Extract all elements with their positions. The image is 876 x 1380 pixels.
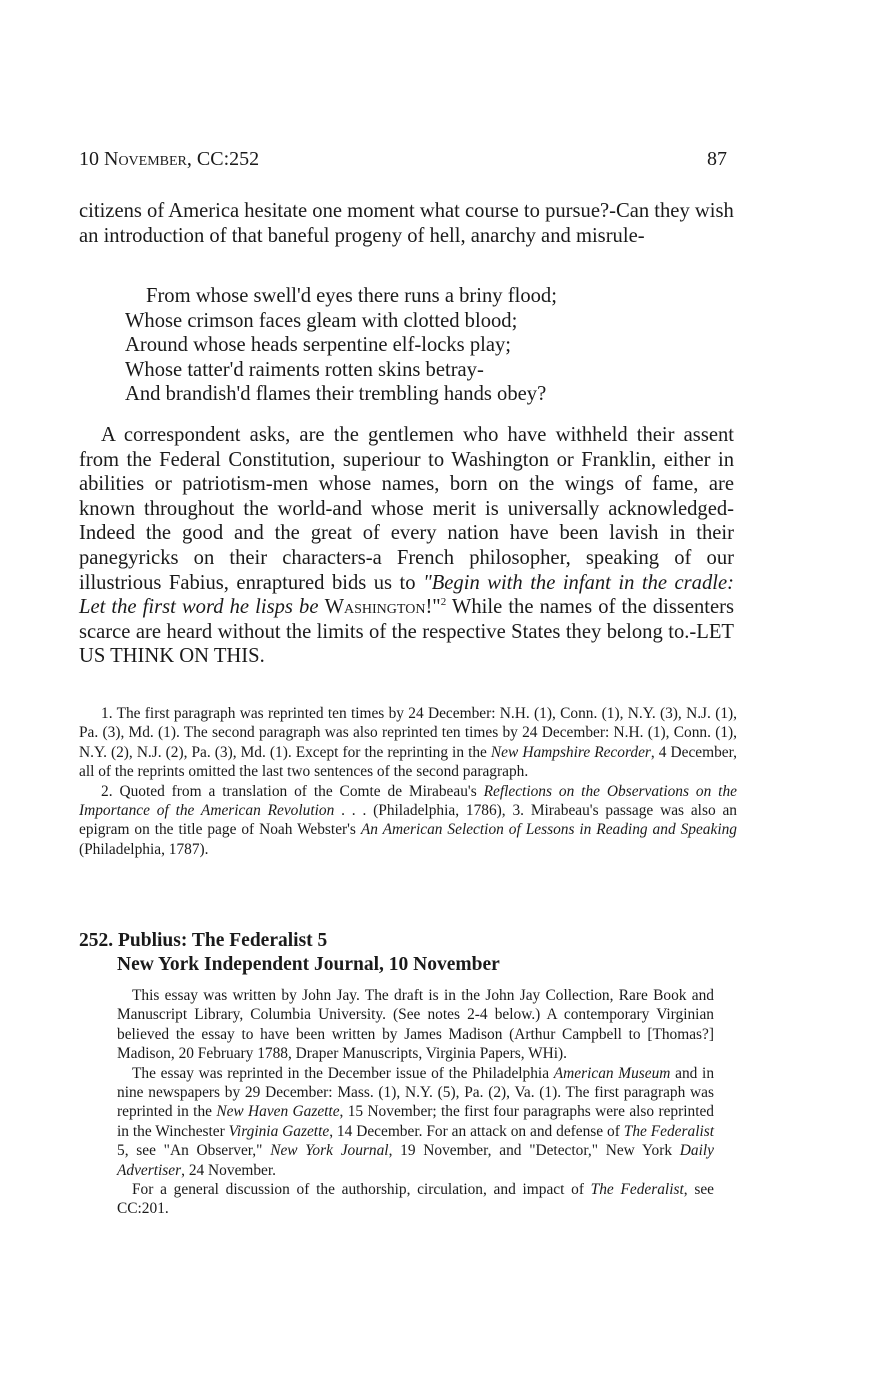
verse-line: Whose crimson faces gleam with clotted blood; <box>125 309 518 332</box>
page-number: 87 <box>707 148 727 170</box>
footnote-marker: 2 <box>440 596 447 609</box>
verse-quotation <box>125 284 557 407</box>
verse-line: And brandish'd flames their trembling hands obey? <box>125 383 547 406</box>
document-heading <box>79 929 500 977</box>
footnote-2: 2. Quoted from a translation of the Comte de Mirabeau's Reflections on the Observations on the Importance of the American Revolution . . . (Philadelphia, 1786), 3. Mirabeau's passage was also an epigram on the title page of Noah Webster's An American Selection of Lessons in Reading and Speaking (Philadelphia, 1787). <box>79 782 737 858</box>
headnote-paragraph-3: For a general discussion of the authorship, circulation, and impact of The Federalist, see CC:201. <box>117 1181 714 1218</box>
footnotes <box>79 704 737 859</box>
paragraph-correspondent: A correspondent asks, are the gentlemen who have withheld their assent from the Federal Constitution, superiour to Washington or Franklin, either in abilities or patriotism-men whose names, born on the wings of fame, are known throughout the world-and whose merit is universally acknowledged-Indeed the good and the great of every nation have been lavish in their panegyricks on their characters-a French philosopher, speaking of our illustrious Fabius, enraptured bids us to "Begin with the infant in the cradle: Let the first word he lisps be Washington!"$^2$ While the names of the dissenters scarce are heard without the limits of the respective States they belong to.-LET US THINK ON THIS. <box>79 424 735 668</box>
document-heading-line2: New York Independent Journal, 10 November <box>117 954 500 975</box>
paragraph-continuation: citizens of America hesitate one moment what course to pursue?-Can they wish an introduction of that baneful progeny of hell, anarchy and misrule- <box>79 200 734 247</box>
footnote-1: 1. The first paragraph was reprinted ten times by 24 December: N.H. (1), Conn. (1), N.Y. (3), N.J. (1), Pa. (3), Md. (1). The second paragraph was also reprinted ten times by 24 December: N.H. (1), Conn. (1), N.Y. (2), N.J. (2), Pa. (3), Md. (1). Except for the reprinting in the New Hampshire Recorder, 4 December, all of the reprints omitted the last two sentences of the second paragraph. <box>79 705 737 781</box>
running-head-title: 10 November, CC:252 <box>79 148 260 170</box>
verse-line: From whose swell'd eyes there runs a briny flood; <box>146 285 557 307</box>
headnote-paragraph-1: This essay was written by John Jay. The draft is in the John Jay Collection, Rare Book and Manuscript Library, Columbia University. (See notes 2-4 below.) A contemporary Virginian believed the essay to have been written by James Madison (Arthur Campbell to [Thomas?] Madison, 20 February 1788, Draper Manuscripts, Virginia Papers, WHi). <box>117 987 714 1063</box>
verse-line: Around whose heads serpentine elf-locks play; <box>125 334 512 357</box>
verse-line: Whose tatter'd raiments rotten skins betray- <box>125 358 484 381</box>
headnote-paragraph-2: The essay was reprinted in the December issue of the Philadelphia American Museum and in nine newspapers by 29 December: Mass. (1), N.Y. (5), Pa. (2), Va. (1). The first paragraph was reprinted in the New Haven Gazette, 15 November; the first four paragraphs were also reprinted in the Winchester Virginia Gazette, 14 December. For an attack on and defense of The Federalist 5, see "An Observer," New York Journal, 19 November, and "Detector," New York Daily Advertiser, 24 November. <box>117 1064 715 1179</box>
quote-italic: "Begin with the infant in the cradle: Let the first word he lisps be <box>79 571 734 619</box>
headnote <box>117 986 714 1219</box>
document-heading-line1: 252. Publius: The Federalist 5 <box>79 930 328 951</box>
running-head <box>79 148 727 171</box>
